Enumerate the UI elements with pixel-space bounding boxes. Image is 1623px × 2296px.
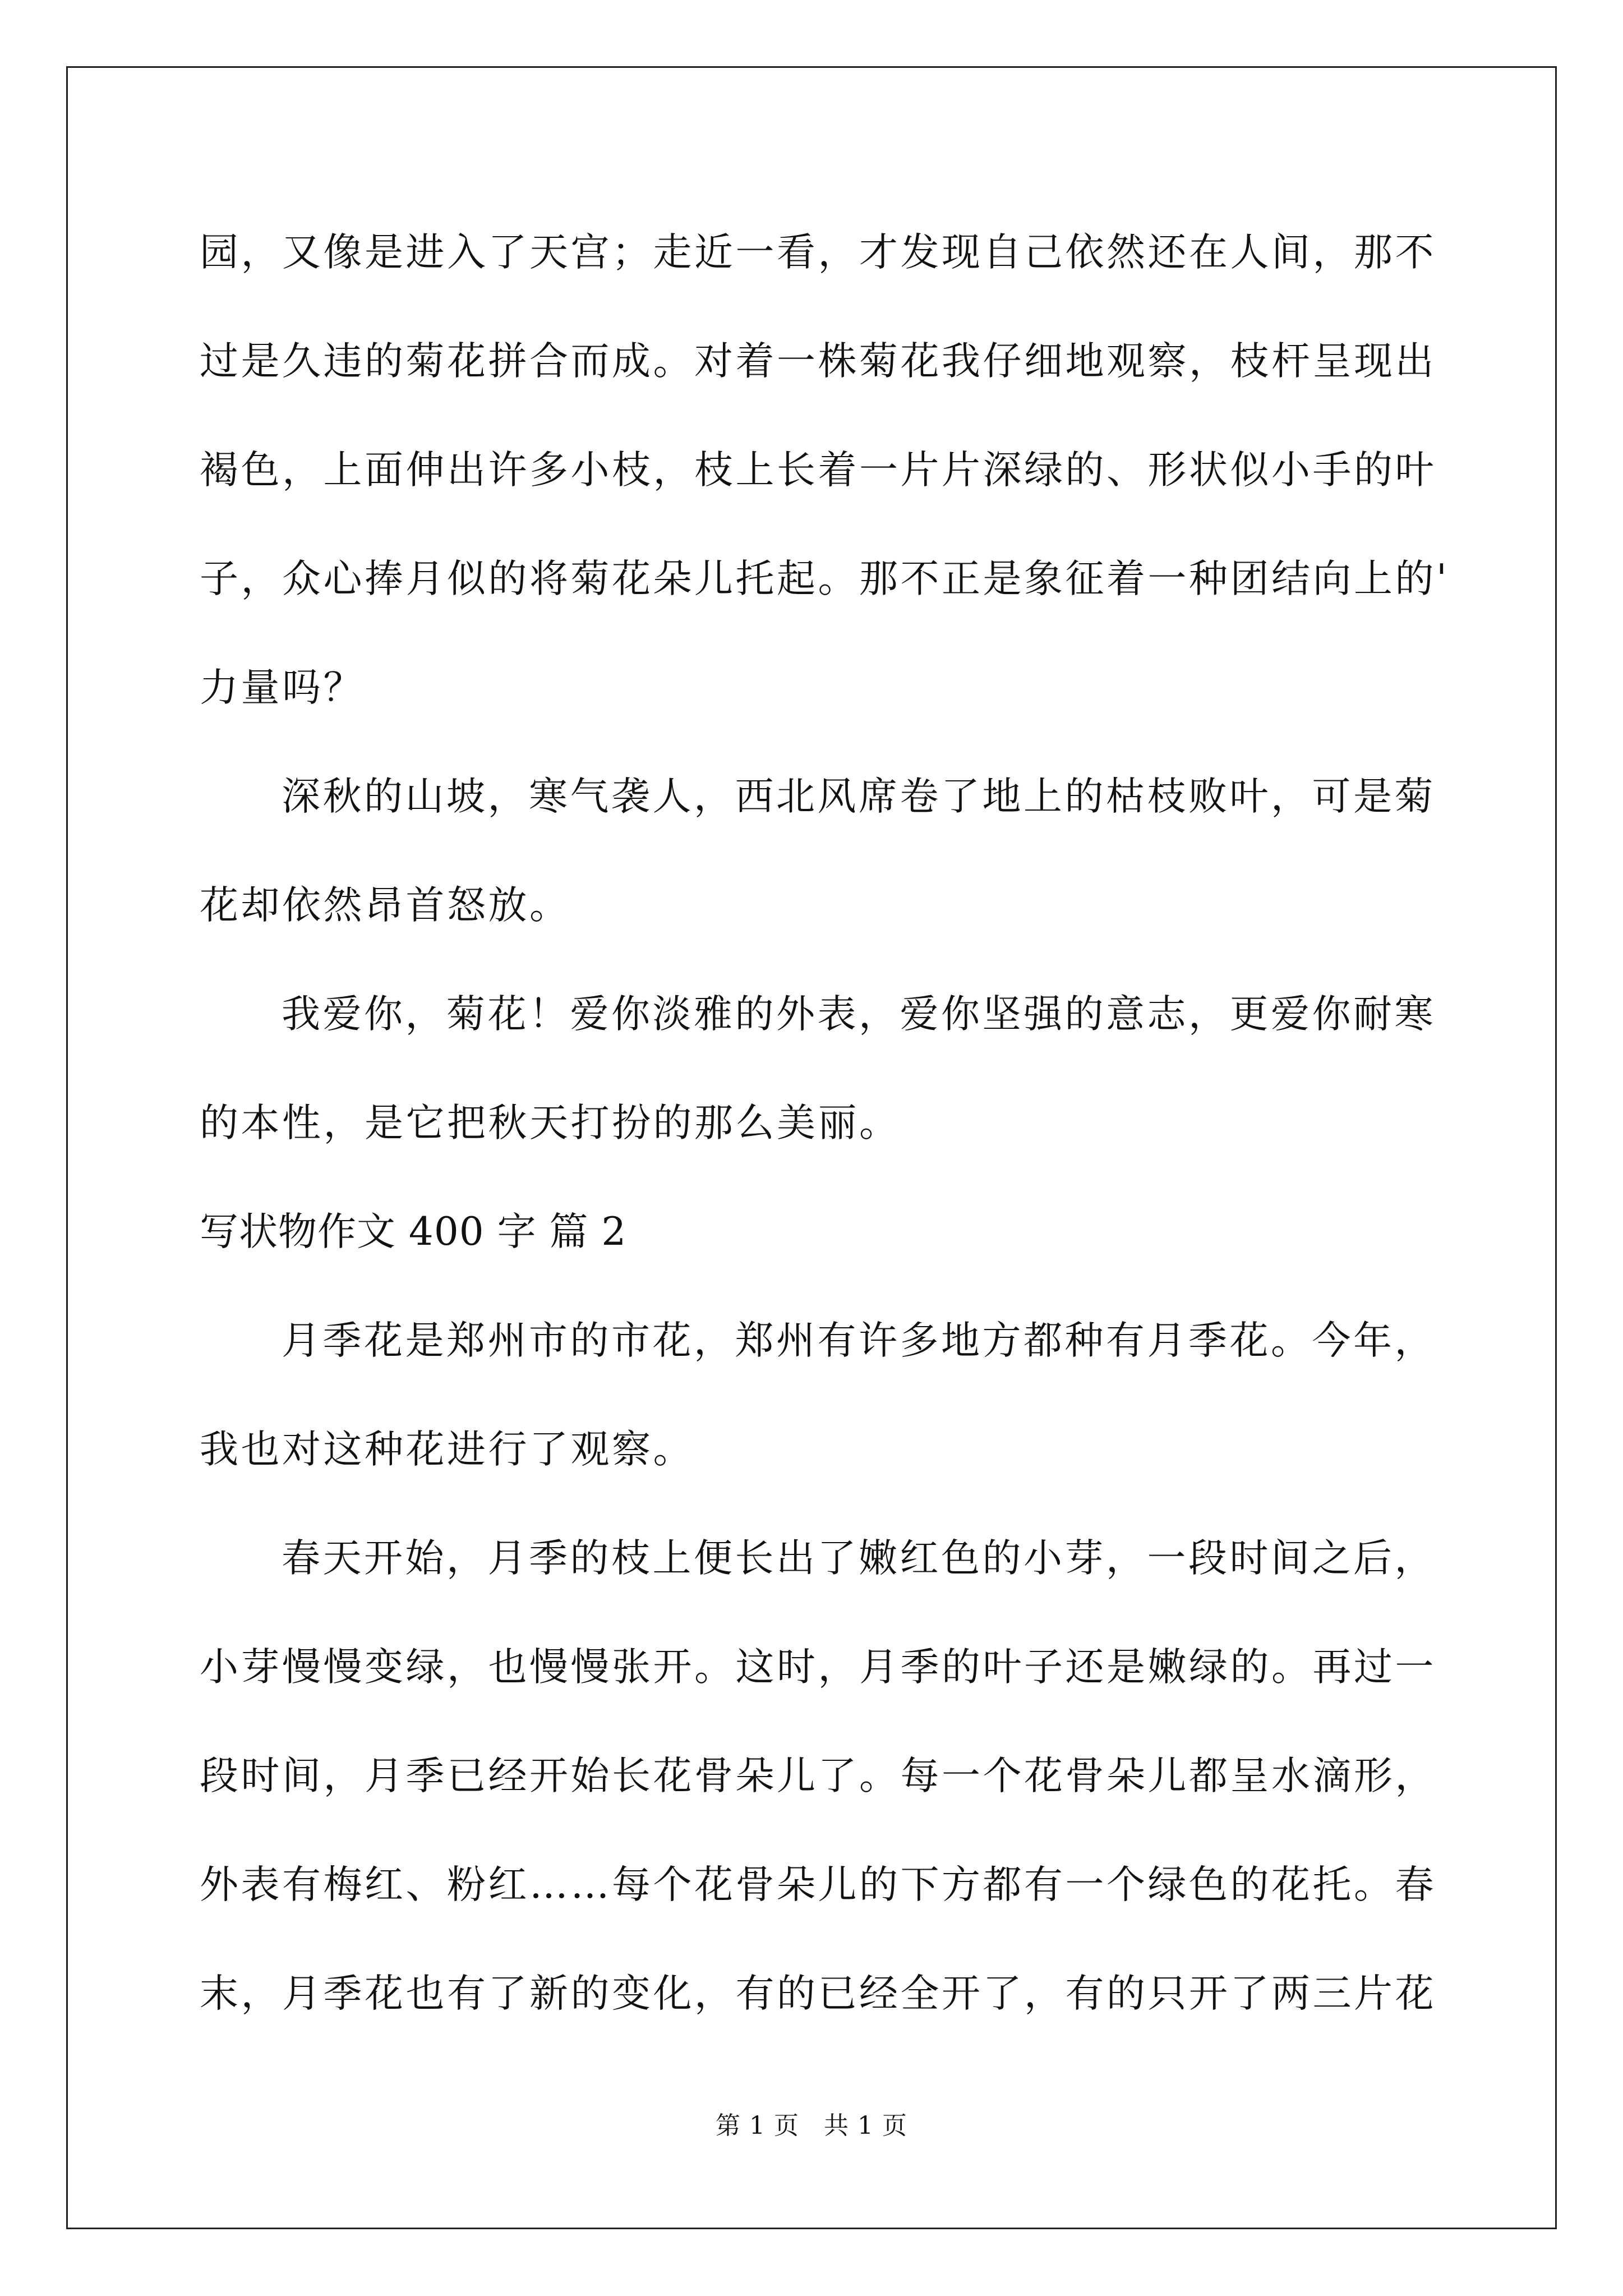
page-footer bbox=[0, 2109, 1623, 2143]
text-line: 我爱你，菊花！爱你淡雅的外表，爱你坚强的意志，更爱你耐寒 bbox=[282, 992, 1436, 1037]
page-number: 第 1 页 bbox=[716, 2111, 799, 2140]
text-line: 过是久违的菊花拼合而成。对着一株菊花我仔细地观察，枝杆呈现出 bbox=[200, 339, 1436, 384]
text-line: 深秋的山坡，寒气袭人，西北风席卷了地上的枯枝败叶，可是菊 bbox=[282, 774, 1436, 819]
text-line: 末，月季花也有了新的变化，有的已经全开了，有的只开了两三片花 bbox=[200, 1971, 1436, 2016]
text-line: 月季花是郑州市的市花，郑州有许多地方都种有月季花。今年， bbox=[282, 1318, 1436, 1363]
text-line: 力量吗？ bbox=[200, 665, 365, 710]
text-line: 子，众心捧月似的将菊花朵儿托起。那不正是象征着一种团结向上的' bbox=[200, 556, 1450, 601]
text-line: 段时间，月季已经开始长花骨朵儿了。每一个花骨朵儿都呈水滴形， bbox=[200, 1754, 1436, 1798]
text-line: 外表有梅红、粉红……每个花骨朵儿的下方都有一个绿色的花托。春 bbox=[200, 1862, 1436, 1907]
text-line: 花却依然昂首怒放。 bbox=[200, 883, 571, 928]
document-body bbox=[200, 212, 1450, 2062]
text-line: 我也对这种花进行了观察。 bbox=[200, 1427, 694, 1472]
text-line: 的本性，是它把秋天打扮的那么美丽。 bbox=[200, 1101, 901, 1145]
page-total: 共 1 页 bbox=[824, 2111, 907, 2140]
text-line: 小芽慢慢变绿，也慢慢张开。这时，月季的叶子还是嫩绿的。再过一 bbox=[200, 1645, 1436, 1690]
text-line: 园，又像是进入了天宫；走近一看，才发现自己依然还在人间，那不 bbox=[200, 230, 1436, 275]
section-heading: 写状物作文 400 字 篇 2 bbox=[200, 1209, 627, 1254]
text-line: 春天开始，月季的枝上便长出了嫩红色的小芽，一段时间之后， bbox=[282, 1536, 1436, 1581]
text-line: 褐色，上面伸出许多小枝，枝上长着一片片深绿的、形状似小手的叶 bbox=[200, 448, 1436, 493]
